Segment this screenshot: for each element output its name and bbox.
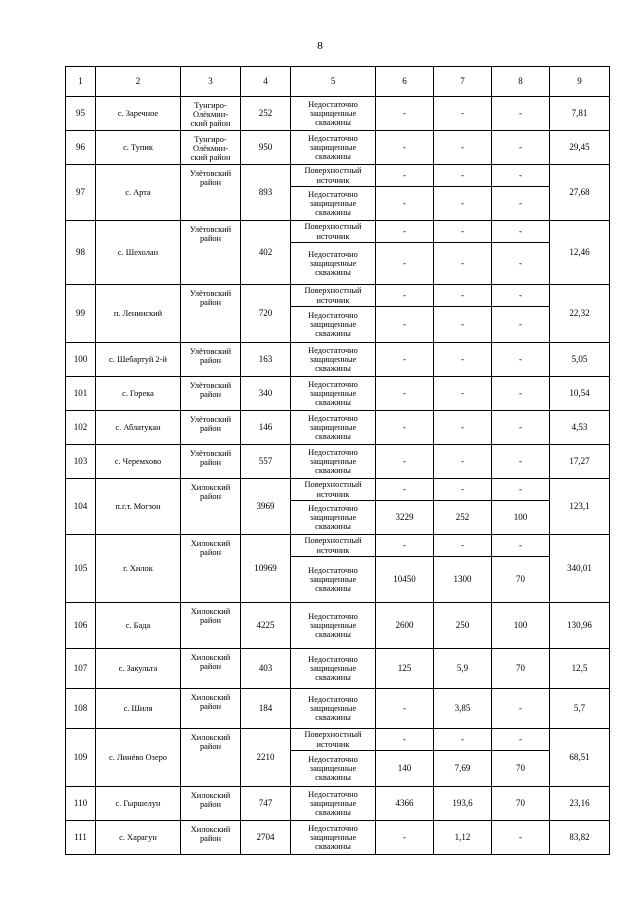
- col7-cell: 250: [434, 603, 492, 649]
- water-source-cell: Недостаточно защищенные скважины: [291, 243, 376, 285]
- settlement-cell: с. Закульта: [96, 649, 181, 689]
- population-cell: 163: [241, 343, 291, 377]
- total-cell: 12,46: [550, 221, 610, 285]
- water-source-cell: Недостаточно защищенные скважины: [291, 411, 376, 445]
- total-cell: 29,45: [550, 131, 610, 165]
- row-number-cell: 101: [66, 377, 96, 411]
- col6-cell: -: [376, 821, 434, 855]
- water-source-cell: Недостаточно защищенные скважины: [291, 787, 376, 821]
- water-source-cell: Недостаточно защищенные скважины: [291, 501, 376, 535]
- water-source-cell: Недостаточно защищенные скважины: [291, 821, 376, 855]
- table-body: [66, 67, 610, 855]
- col6-cell: 125: [376, 649, 434, 689]
- district-cell: Хилокский район: [181, 821, 241, 855]
- column-header: 6: [376, 67, 434, 97]
- col6-cell: -: [376, 131, 434, 165]
- col6-cell: -: [376, 243, 434, 285]
- population-cell: 402: [241, 221, 291, 285]
- district-cell: Улётовский район: [181, 221, 241, 285]
- water-source-cell: Недостаточно защищенные скважины: [291, 187, 376, 221]
- row-number-cell: 106: [66, 603, 96, 649]
- district-cell: Хилокский район: [181, 689, 241, 729]
- col8-cell: -: [492, 821, 550, 855]
- col7-cell: -: [434, 165, 492, 187]
- total-cell: 27,68: [550, 165, 610, 221]
- table-row: [66, 377, 610, 411]
- district-cell: Хилокский район: [181, 535, 241, 603]
- water-source-cell: Недостаточно защищенные скважины: [291, 603, 376, 649]
- settlement-cell: с. Арта: [96, 165, 181, 221]
- population-cell: 184: [241, 689, 291, 729]
- total-cell: 23,16: [550, 787, 610, 821]
- col6-cell: -: [376, 165, 434, 187]
- table-row: [66, 411, 610, 445]
- col8-cell: -: [492, 165, 550, 187]
- col7-cell: -: [434, 377, 492, 411]
- total-cell: 10,54: [550, 377, 610, 411]
- col6-cell: -: [376, 689, 434, 729]
- population-cell: 340: [241, 377, 291, 411]
- settlement-cell: п. Ленинский: [96, 285, 181, 343]
- table-row: [66, 131, 610, 165]
- table-row: [66, 535, 610, 557]
- district-cell: Хилокский район: [181, 729, 241, 787]
- table-row: [66, 689, 610, 729]
- settlement-cell: с. Шехолан: [96, 221, 181, 285]
- total-cell: 17,27: [550, 445, 610, 479]
- district-cell: Улётовский район: [181, 411, 241, 445]
- col7-cell: -: [434, 535, 492, 557]
- district-cell: Улётовский район: [181, 285, 241, 343]
- water-source-cell: Поверхностный источник: [291, 221, 376, 243]
- settlement-cell: с. Шиля: [96, 689, 181, 729]
- col7-cell: -: [434, 479, 492, 501]
- district-cell: Тунгиро- Олёкмин- ский район: [181, 97, 241, 131]
- col6-cell: -: [376, 729, 434, 751]
- col8-cell: -: [492, 131, 550, 165]
- population-cell: 557: [241, 445, 291, 479]
- column-header: 1: [66, 67, 96, 97]
- district-cell: Улётовский район: [181, 165, 241, 221]
- row-number-cell: 97: [66, 165, 96, 221]
- row-number-cell: 109: [66, 729, 96, 787]
- population-cell: 720: [241, 285, 291, 343]
- row-number-cell: 105: [66, 535, 96, 603]
- col6-cell: -: [376, 343, 434, 377]
- table-row: [66, 165, 610, 187]
- table-row: [66, 221, 610, 243]
- col8-cell: -: [492, 285, 550, 307]
- column-header: 2: [96, 67, 181, 97]
- col6-cell: -: [376, 445, 434, 479]
- population-cell: 3969: [241, 479, 291, 535]
- col7-cell: 5,9: [434, 649, 492, 689]
- settlement-cell: г. Хилок: [96, 535, 181, 603]
- district-cell: Хилокский район: [181, 649, 241, 689]
- row-number-cell: 96: [66, 131, 96, 165]
- row-number-cell: 110: [66, 787, 96, 821]
- col6-cell: -: [376, 411, 434, 445]
- row-number-cell: 99: [66, 285, 96, 343]
- total-cell: 340,01: [550, 535, 610, 603]
- col8-cell: 70: [492, 557, 550, 603]
- settlement-cell: с. Тупик: [96, 131, 181, 165]
- col8-cell: -: [492, 689, 550, 729]
- water-source-cell: Недостаточно защищенные скважины: [291, 445, 376, 479]
- col7-cell: -: [434, 307, 492, 343]
- col6-cell: 4366: [376, 787, 434, 821]
- table-row: [66, 729, 610, 751]
- col8-cell: 100: [492, 501, 550, 535]
- col7-cell: -: [434, 343, 492, 377]
- col8-cell: 70: [492, 751, 550, 787]
- water-source-cell: Недостаточно защищенные скважины: [291, 377, 376, 411]
- district-cell: Хилокский район: [181, 479, 241, 535]
- row-number-cell: 111: [66, 821, 96, 855]
- table-header-row: [66, 67, 610, 97]
- col8-cell: 70: [492, 649, 550, 689]
- col8-cell: -: [492, 243, 550, 285]
- water-source-cell: Недостаточно защищенные скважины: [291, 307, 376, 343]
- water-source-cell: Поверхностный источник: [291, 729, 376, 751]
- col8-cell: -: [492, 221, 550, 243]
- col7-cell: -: [434, 445, 492, 479]
- total-cell: 22,32: [550, 285, 610, 343]
- col8-cell: -: [492, 377, 550, 411]
- row-number-cell: 107: [66, 649, 96, 689]
- population-cell: 950: [241, 131, 291, 165]
- population-cell: 403: [241, 649, 291, 689]
- col7-cell: 1300: [434, 557, 492, 603]
- district-cell: Улётовский район: [181, 445, 241, 479]
- col7-cell: 3,85: [434, 689, 492, 729]
- col8-cell: -: [492, 535, 550, 557]
- data-table: [65, 66, 610, 855]
- table-row: [66, 649, 610, 689]
- col8-cell: -: [492, 97, 550, 131]
- population-cell: 2210: [241, 729, 291, 787]
- col6-cell: 10450: [376, 557, 434, 603]
- settlement-cell: с. Харагун: [96, 821, 181, 855]
- settlement-cell: с. Горека: [96, 377, 181, 411]
- col8-cell: -: [492, 411, 550, 445]
- col6-cell: 140: [376, 751, 434, 787]
- column-header: 4: [241, 67, 291, 97]
- col6-cell: -: [376, 479, 434, 501]
- water-source-cell: Поверхностный источник: [291, 285, 376, 307]
- settlement-cell: с. Линёво Озеро: [96, 729, 181, 787]
- col7-cell: -: [434, 221, 492, 243]
- table-row: [66, 821, 610, 855]
- col6-cell: -: [376, 285, 434, 307]
- settlement-cell: п.г.т. Могзон: [96, 479, 181, 535]
- water-source-cell: Недостаточно защищенные скважины: [291, 97, 376, 131]
- col7-cell: 1,12: [434, 821, 492, 855]
- total-cell: 83,82: [550, 821, 610, 855]
- total-cell: 5,7: [550, 689, 610, 729]
- total-cell: 7,81: [550, 97, 610, 131]
- population-cell: 893: [241, 165, 291, 221]
- total-cell: 4,53: [550, 411, 610, 445]
- col7-cell: -: [434, 411, 492, 445]
- col8-cell: -: [492, 343, 550, 377]
- district-cell: Хилокский район: [181, 603, 241, 649]
- total-cell: 123,1: [550, 479, 610, 535]
- settlement-cell: с. Аблатукан: [96, 411, 181, 445]
- col7-cell: 7,69: [434, 751, 492, 787]
- water-source-cell: Недостаточно защищенные скважины: [291, 131, 376, 165]
- row-number-cell: 108: [66, 689, 96, 729]
- table-row: [66, 97, 610, 131]
- settlement-cell: с. Шебартуй 2-й: [96, 343, 181, 377]
- table-row: [66, 285, 610, 307]
- col6-cell: -: [376, 377, 434, 411]
- total-cell: 12,5: [550, 649, 610, 689]
- table-row: [66, 603, 610, 649]
- col8-cell: -: [492, 307, 550, 343]
- settlement-cell: с. Гыршелун: [96, 787, 181, 821]
- table-row: [66, 479, 610, 501]
- col7-cell: -: [434, 131, 492, 165]
- table-row: [66, 445, 610, 479]
- row-number-cell: 98: [66, 221, 96, 285]
- row-number-cell: 100: [66, 343, 96, 377]
- population-cell: 4225: [241, 603, 291, 649]
- water-source-cell: Поверхностный источник: [291, 479, 376, 501]
- row-number-cell: 103: [66, 445, 96, 479]
- district-cell: Тунгиро- Олёкмин- ский район: [181, 131, 241, 165]
- table-row: [66, 787, 610, 821]
- population-cell: 2704: [241, 821, 291, 855]
- column-header: 3: [181, 67, 241, 97]
- col8-cell: 70: [492, 787, 550, 821]
- col7-cell: -: [434, 187, 492, 221]
- col7-cell: 193,6: [434, 787, 492, 821]
- settlement-cell: с. Бада: [96, 603, 181, 649]
- column-header: 9: [550, 67, 610, 97]
- col6-cell: 3229: [376, 501, 434, 535]
- water-source-cell: Недостаточно защищенные скважины: [291, 557, 376, 603]
- page-number: 8: [317, 40, 323, 52]
- settlement-cell: с. Заречное: [96, 97, 181, 131]
- district-cell: Хилокский район: [181, 787, 241, 821]
- col8-cell: -: [492, 479, 550, 501]
- col6-cell: -: [376, 221, 434, 243]
- col7-cell: 252: [434, 501, 492, 535]
- column-header: 7: [434, 67, 492, 97]
- water-source-cell: Поверхностный источник: [291, 535, 376, 557]
- row-number-cell: 95: [66, 97, 96, 131]
- col8-cell: -: [492, 187, 550, 221]
- col6-cell: -: [376, 97, 434, 131]
- col6-cell: -: [376, 307, 434, 343]
- district-cell: Улётовский район: [181, 377, 241, 411]
- col7-cell: -: [434, 285, 492, 307]
- col8-cell: -: [492, 729, 550, 751]
- population-cell: 146: [241, 411, 291, 445]
- col7-cell: -: [434, 97, 492, 131]
- total-cell: 68,51: [550, 729, 610, 787]
- col6-cell: -: [376, 187, 434, 221]
- column-header: 5: [291, 67, 376, 97]
- row-number-cell: 104: [66, 479, 96, 535]
- col6-cell: 2600: [376, 603, 434, 649]
- column-header: 8: [492, 67, 550, 97]
- total-cell: 130,96: [550, 603, 610, 649]
- water-source-cell: Недостаточно защищенные скважины: [291, 343, 376, 377]
- water-source-cell: Недостаточно защищенные скважины: [291, 649, 376, 689]
- district-cell: Улётовский район: [181, 343, 241, 377]
- total-cell: 5,05: [550, 343, 610, 377]
- settlement-cell: с. Черемхово: [96, 445, 181, 479]
- water-source-cell: Недостаточно защищенные скважины: [291, 689, 376, 729]
- row-number-cell: 102: [66, 411, 96, 445]
- col8-cell: -: [492, 445, 550, 479]
- population-cell: 10969: [241, 535, 291, 603]
- table-row: [66, 343, 610, 377]
- population-cell: 747: [241, 787, 291, 821]
- col6-cell: -: [376, 535, 434, 557]
- water-source-cell: Поверхностный источник: [291, 165, 376, 187]
- col7-cell: -: [434, 729, 492, 751]
- col8-cell: 100: [492, 603, 550, 649]
- water-source-cell: Недостаточно защищенные скважины: [291, 751, 376, 787]
- col7-cell: -: [434, 243, 492, 285]
- population-cell: 252: [241, 97, 291, 131]
